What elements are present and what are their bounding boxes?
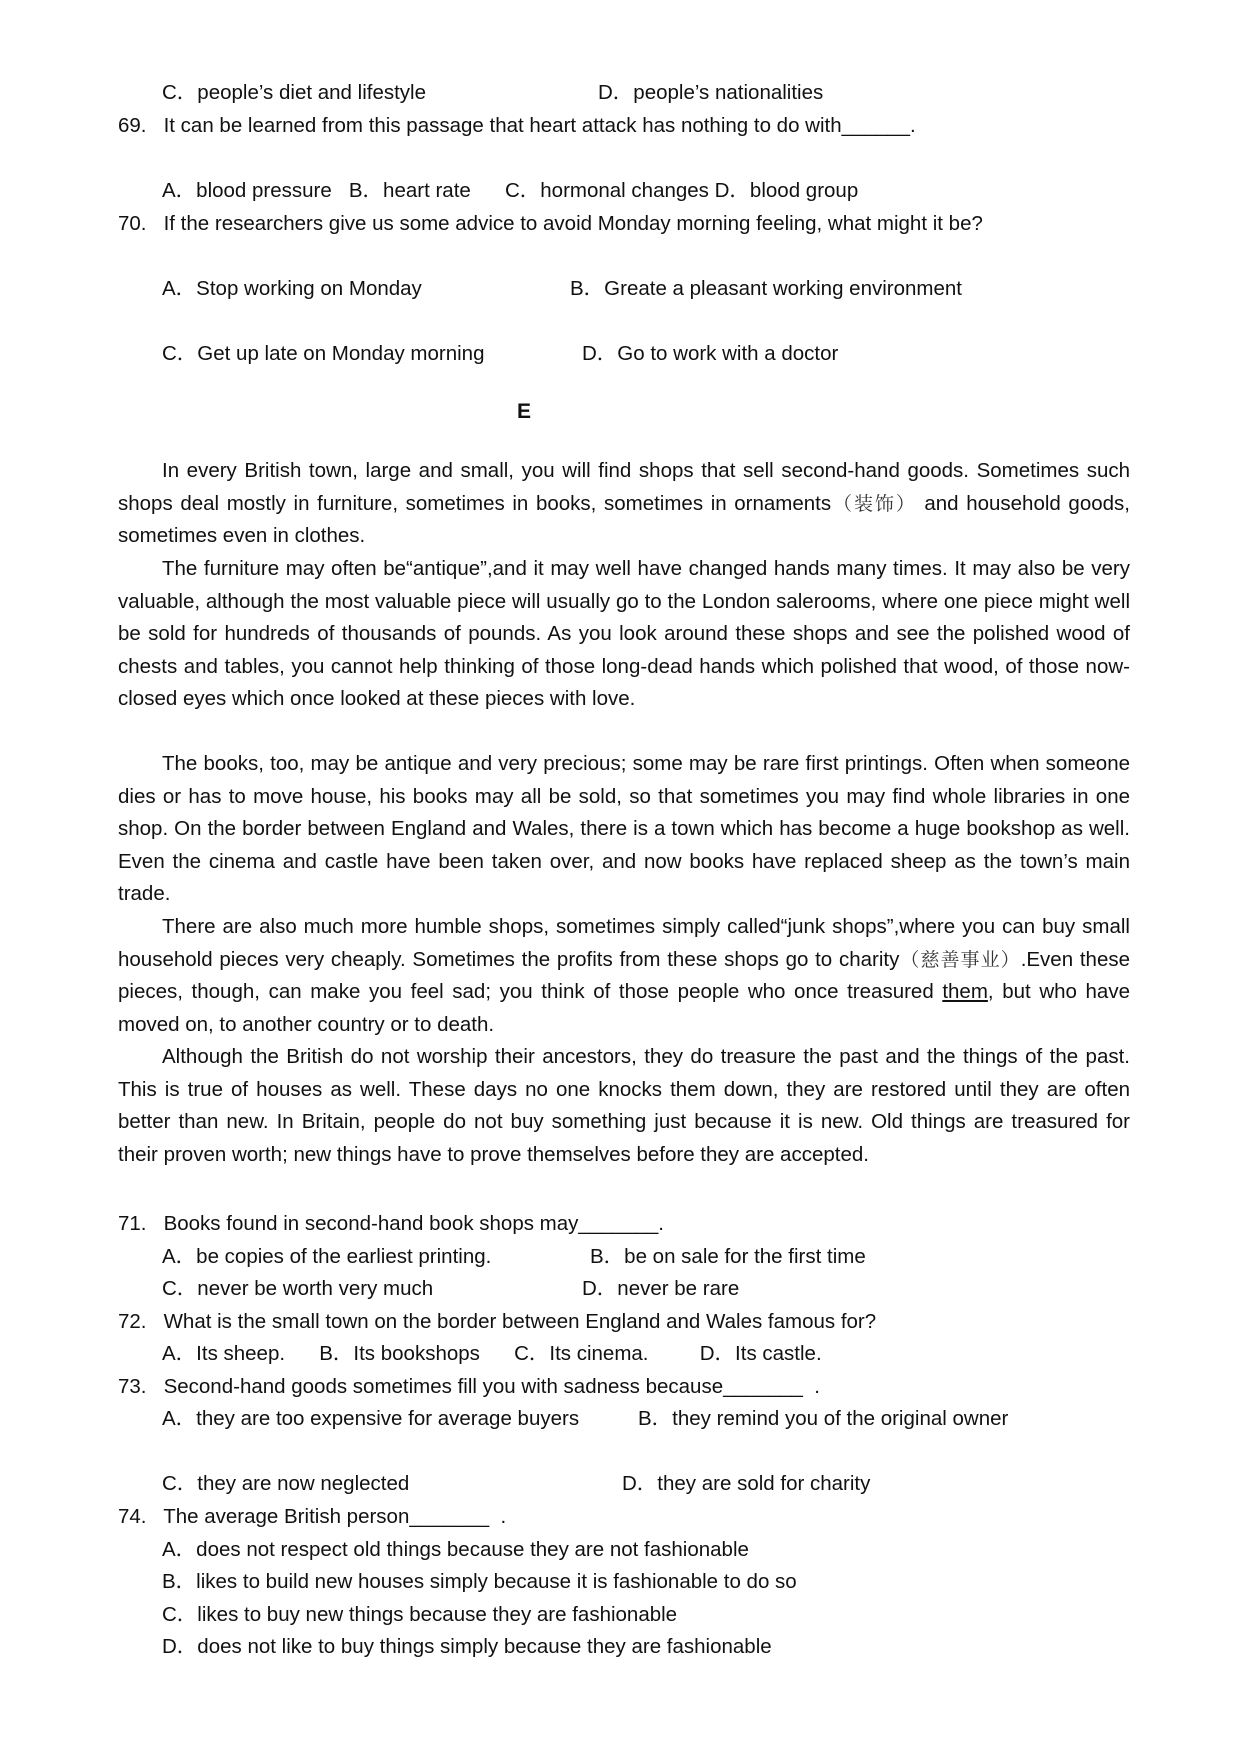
q73-stem: 73. Second-hand goods sometimes fill you with sadness because_______ . <box>118 1375 820 1398</box>
paragraph-4-text-b: .Even these pieces, though, can make you feel sad; you think of those people who once treasured <box>118 947 1131 1004</box>
q68-option-c: C．people’s diet and lifestyle <box>162 81 426 104</box>
q71-option-a: A．be copies of the earliest printing. <box>162 1245 492 1268</box>
section-heading: E <box>517 400 532 423</box>
q74-option-b: B．likes to build new houses simply because it is fashionable to do so <box>162 1570 797 1593</box>
q70-option-b: B．Greate a pleasant working environment <box>570 277 962 300</box>
q73-option-d: D．they are sold for charity <box>622 1472 871 1495</box>
q72-options: A．Its sheep. B．Its bookshops C．Its cinema. D．Its castle. <box>162 1342 822 1365</box>
q71-option-d: D．never be rare <box>582 1277 740 1300</box>
passage-paragraph-1 <box>118 455 1130 553</box>
q69-stem: 69. It can be learned from this passage that heart attack has nothing to do with______. <box>118 114 916 137</box>
paragraph-1-text-b: and household goods, sometimes even in clothes. <box>118 491 1130 548</box>
paragraph-1-text-a: In every British town, large and small, you will find shops that sell second-hand goods. Sometimes such shops deal mostly in furniture, sometimes in books, sometimes in ornaments <box>118 459 1130 515</box>
passage-paragraph-5: Although the British do not worship their ancestors, they do treasure the past and the things of the past. This is true of houses as well. These days no one knocks them down, they are restored until they are often better than new. In Britain, people do not buy something just because it is new. Old things are treasured for their proven worth; new things have to prove themselves before they are accepted. <box>118 1045 1130 1166</box>
q71-option-c: C．never be worth very much <box>162 1277 434 1300</box>
q69-options: A．blood pressure B．heart rate C．hormonal changes D．blood group <box>162 179 859 202</box>
paragraph-4-text-a: There are also much more humble shops, sometimes simply called“junk shops”,where you can buy small household pieces very cheaply. Sometimes the profits from these shops go to charity <box>118 915 1130 971</box>
passage-paragraph-4 <box>118 911 1130 1041</box>
q73-option-c: C．they are now neglected <box>162 1472 410 1495</box>
q70-option-c: C．Get up late on Monday morning <box>162 342 485 365</box>
underlined-word: them <box>942 980 988 1004</box>
q72-stem: 72. What is the small town on the border between England and Wales famous for? <box>118 1310 877 1333</box>
q71-stem: 71. Books found in second-hand book shops may_______. <box>118 1212 664 1235</box>
charity-gloss: （慈善事业） <box>899 948 1021 971</box>
q70-option-a: A．Stop working on Monday <box>162 277 422 300</box>
q74-option-d: D．does not like to buy things simply because they are fashionable <box>162 1635 772 1658</box>
q68-option-d: D．people’s nationalities <box>598 81 824 104</box>
q70-option-d: D．Go to work with a doctor <box>582 342 839 365</box>
q74-option-c: C．likes to buy new things because they are fashionable <box>162 1603 678 1626</box>
paragraph-4-text-c: , but who have moved on, to another country or to death. <box>118 980 1130 1036</box>
q70-stem: 70. If the researchers give us some advice to avoid Monday morning feeling, what might it be? <box>118 212 983 235</box>
q73-option-a: A．they are too expensive for average buyers <box>162 1407 580 1430</box>
q74-stem: 74. The average British person_______ . <box>118 1505 507 1528</box>
q74-option-a: A．does not respect old things because they are not fashionable <box>162 1538 749 1561</box>
ornaments-gloss: （装饰） <box>831 492 917 515</box>
q71-option-b: B．be on sale for the first time <box>590 1245 866 1268</box>
passage-paragraph-3: The books, too, may be antique and very precious; some may be rare first printings. Often when someone dies or has to move house, his books may all be sold, so that sometimes you may find whole libraries in one shop. On the border between England and Wales, there is a town which has become a huge bookshop as well. Even the cinema and castle have been taken over, and now books have replaced sheep as the town’s main trade. <box>118 752 1130 906</box>
passage-paragraph-2: The furniture may often be“antique”,and it may well have changed hands many times. It may also be very valuable, although the most valuable piece will usually go to the London salerooms, where one piece might well be sold for hundreds of thousands of pounds. As you look around these shops and see the polished wood of chests and tables, you cannot help thinking of those long-dead hands which polished that wood, of those now-closed eyes which once looked at these pieces with love. <box>118 557 1130 711</box>
q73-option-b: B．they remind you of the original owner <box>638 1407 1009 1430</box>
